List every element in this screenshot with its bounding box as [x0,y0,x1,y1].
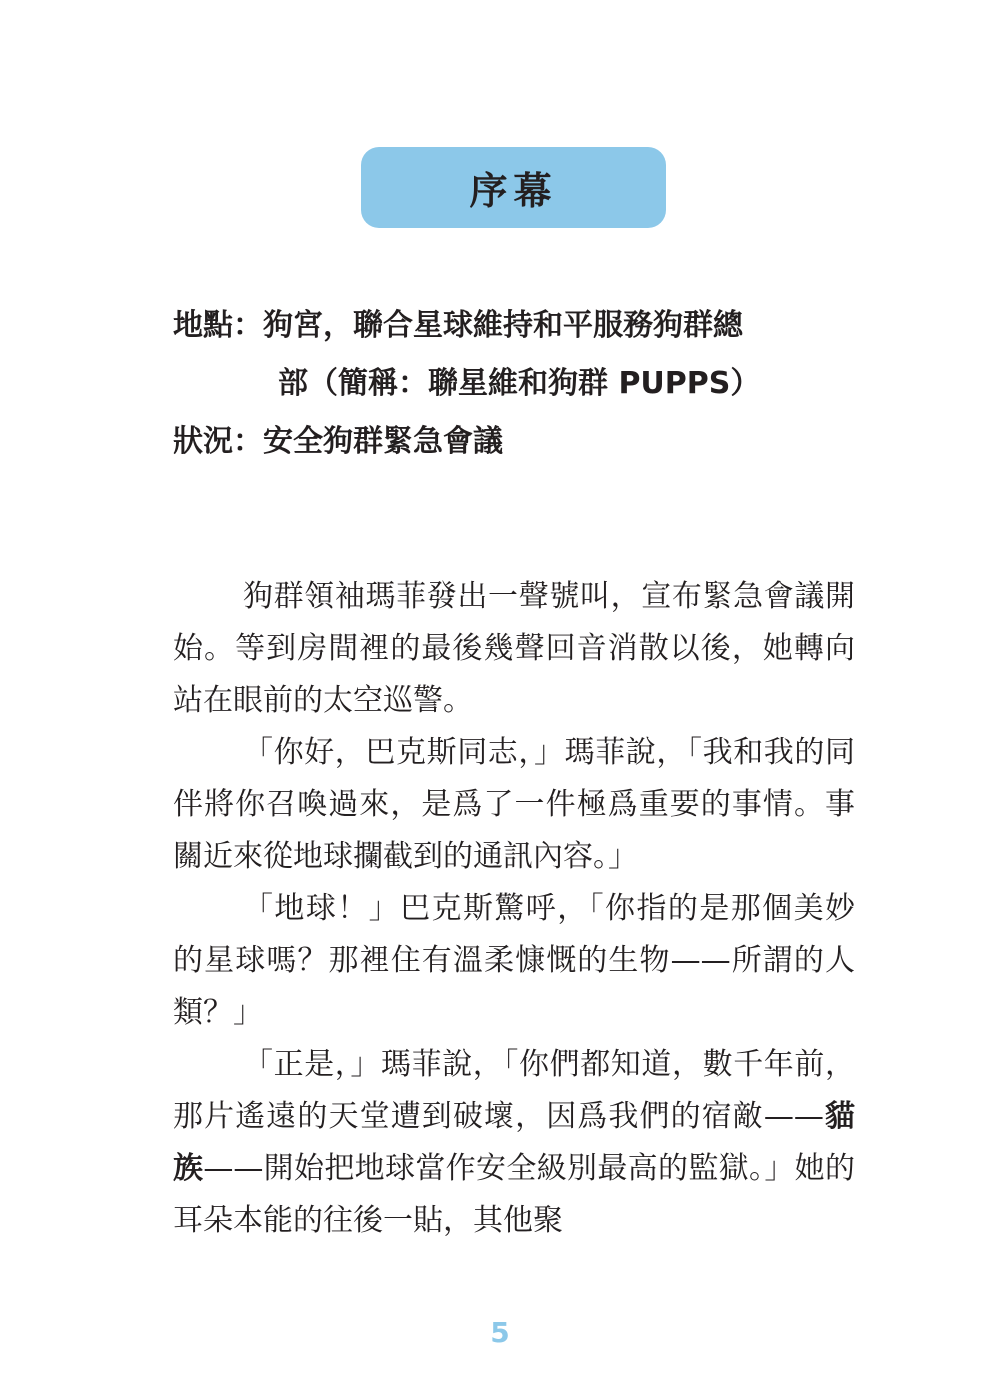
page-number: 5 [490,1316,510,1349]
paragraph-2: 「你好，巴克斯同志，」瑪菲說，「我和我的同伴將你召喚過來，是爲了一件極爲重要的事情。事關近來從地球攔截到的通訊內容。」 [173,735,855,874]
emphasis-cat-clan: 貓族 [173,1099,856,1186]
paragraph-4-before: 「正是，」瑪菲說，「你們都知道，數千年前，那片遙遠的天堂遭到破壞，因爲我們的宿敵—— [173,1047,855,1134]
paragraph-4 [173,1039,855,1247]
paragraph-4-after: ——開始把地球當作安全級別最高的監獄。」她的耳朵本能的往後一貼，其他聚 [173,1151,856,1238]
chapter-title-box [361,147,666,228]
paragraph-1: 狗群領袖瑪菲發出一聲號叫，宣布緊急會議開始。等到房間裡的最後幾聲回音消散以後，她轉向站在眼前的太空巡警。 [173,579,855,718]
status-line: 狀況：安全狗群緊急會議 [173,424,503,459]
paragraph-3: 「地球！」巴克斯驚呼，「你指的是那個美妙的星球嗎？那裡住有溫柔慷慨的生物——所謂的人類？」 [173,891,855,1030]
chapter-title: 序幕 [469,169,558,213]
location-line-1: 地點：狗宮，聯合星球維持和平服務狗群總 [173,308,743,343]
location-line-2: 部（簡稱：聯星維和狗群 PUPPS） [278,366,761,401]
